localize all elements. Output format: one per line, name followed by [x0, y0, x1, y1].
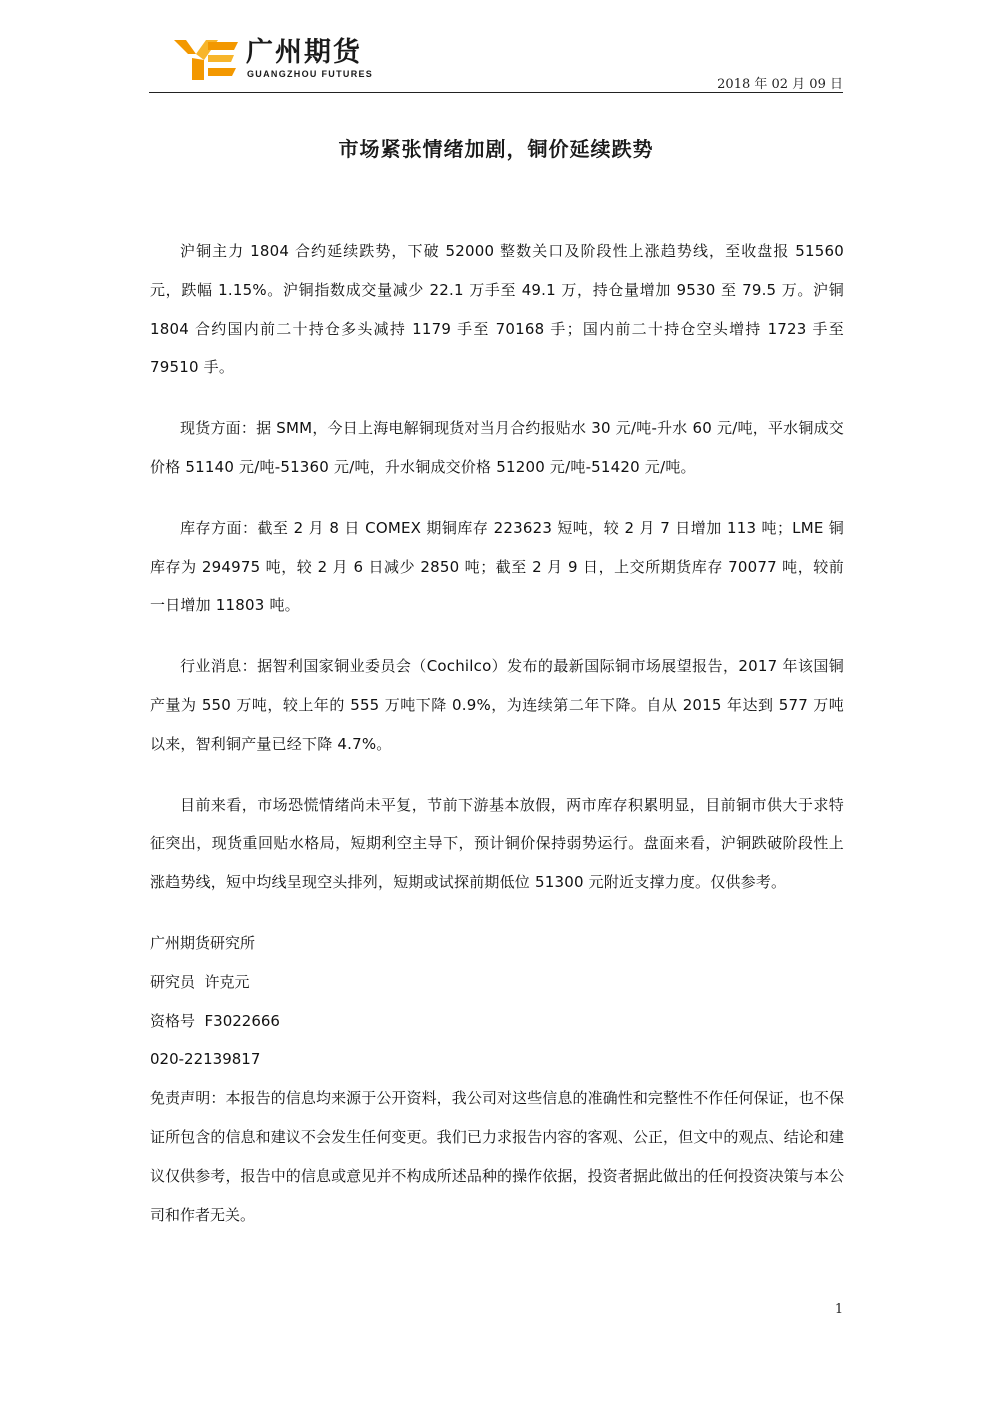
- paragraph-industry-news: 行业消息：据智利国家铜业委员会（Cochilco）发布的最新国际铜市场展望报告，2017 年该国铜产量为 550 万吨，较上年的 555 万吨下降 0.9%，为连续第二年下降。自从 2015 年达到 577 万吨以来，智利铜产量已经下降 4.7%。: [150, 657, 844, 753]
- report-title: 市场紧张情绪加剧，铜价延续跌势: [338, 137, 654, 161]
- disclaimer: 免责声明：本报告的信息均来源于公开资料，我公司对这些信息的准确性和完整性不作任何保证，也不保证所包含的信息和建议不会发生任何变更。我们已力求报告内容的客观、公正，但文中的观点、结论和建议仅供参考，报告中的信息或意见并不构成所述品种的操作依据，投资者据此做出的任何投资决策与本公司和作者无关。: [150, 1089, 844, 1224]
- paragraph-spot: 现货方面：据 SMM，今日上海电解铜现货对当月合约报贴水 30 元/吨-升水 60 元/吨，平水铜成交价格 51140 元/吨-51360 元/吨，升水铜成交价格 51200 元/吨-51420 元/吨。: [150, 419, 844, 476]
- signature-phone: 020-22139817: [150, 1050, 261, 1069]
- signature-qualification: 资格号 F3022666: [150, 1011, 280, 1030]
- logo-english-name: GUANGZHOU FUTURES: [247, 69, 374, 79]
- signature-org: 广州期货研究所: [150, 933, 256, 952]
- page-number: 1: [834, 1302, 844, 1317]
- paragraph-inventory: 库存方面：截至 2 月 8 日 COMEX 期铜库存 223623 短吨，较 2 月 7 日增加 113 吨；LME 铜库存为 294975 吨，较 2 月 6 日减少 2850 吨；截至 2 月 9 日，上交所期货库存 70077 吨，较前一日增加 11803 吨。: [150, 518, 844, 615]
- report-date: 2018 年 02 月 09 日: [717, 77, 843, 92]
- signature-researcher: 研究员 许克元: [150, 972, 250, 991]
- paragraph-market-summary: 沪铜主力 1804 合约延续跌势，下破 52000 整数关口及阶段性上涨趋势线，至收盘报 51560 元，跌幅 1.15%。沪铜指数成交量减少 22.1 万手至 49.1 万，持仓量增加 9530 至 79.5 万。沪铜 1804 合约国内前二十持仓多头减持 1179 手至 70168 手；国内前二十持仓空头增持 1723 手至 79510 手。: [150, 242, 844, 377]
- logo-chinese-name: 广州期货: [246, 37, 362, 68]
- signature-block: [150, 924, 844, 1079]
- company-logo: [174, 38, 374, 82]
- header-divider: [149, 92, 843, 93]
- report-body: [150, 232, 844, 1234]
- logo-mark-icon: [174, 38, 240, 80]
- paragraph-outlook: 目前来看，市场恐慌情绪尚未平复，节前下游基本放假，两市库存积累明显，目前铜市供大于求特征突出，现货重回贴水格局，短期利空主导下，预计铜价保持弱势运行。盘面来看，沪铜跌破阶段性上涨趋势线，短中均线呈现空头排列，短期或试探前期低位 51300 元附近支撑力度。仅供参考。: [150, 795, 844, 892]
